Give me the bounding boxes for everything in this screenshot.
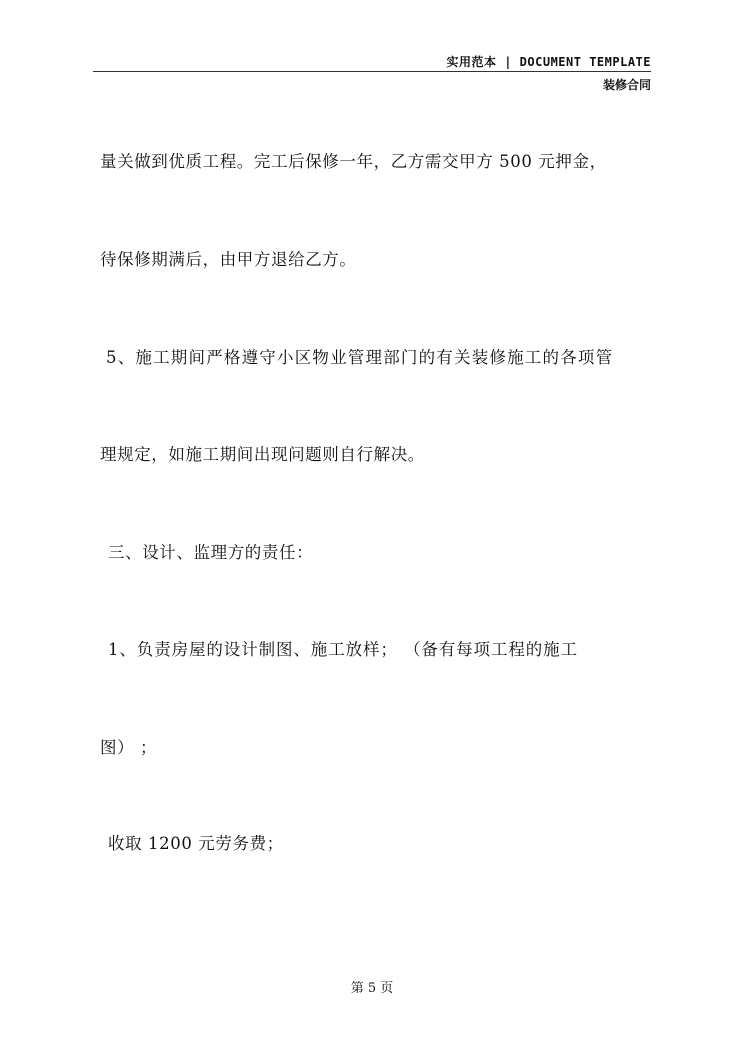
header-divider bbox=[93, 71, 651, 72]
body-line: 理规定，如施工期间出现问题则自行解决。 bbox=[100, 445, 425, 464]
body-line: 1、负责房屋的设计制图、施工放样； （备有每项工程的施工 bbox=[108, 640, 578, 659]
header-title: 实用范本 | DOCUMENT TEMPLATE bbox=[446, 55, 651, 69]
section-heading: 三、设计、监理方的责任： bbox=[108, 543, 314, 562]
body-line: 5、施工期间严格遵守小区物业管理部门的有关装修施工的各项管 bbox=[106, 348, 614, 367]
body-line: 待保修期满后，由甲方退给乙方。 bbox=[100, 250, 357, 269]
body-line: 收取 1200 元劳务费； bbox=[108, 834, 284, 853]
page-number: 第 5 页 bbox=[350, 981, 394, 996]
body-line: 图） ； bbox=[100, 738, 158, 757]
header-subtitle: 装修合同 bbox=[602, 78, 651, 92]
body-line: 量关做到优质工程。完工后保修一年，乙方需交甲方 500 元押金， bbox=[100, 152, 607, 171]
